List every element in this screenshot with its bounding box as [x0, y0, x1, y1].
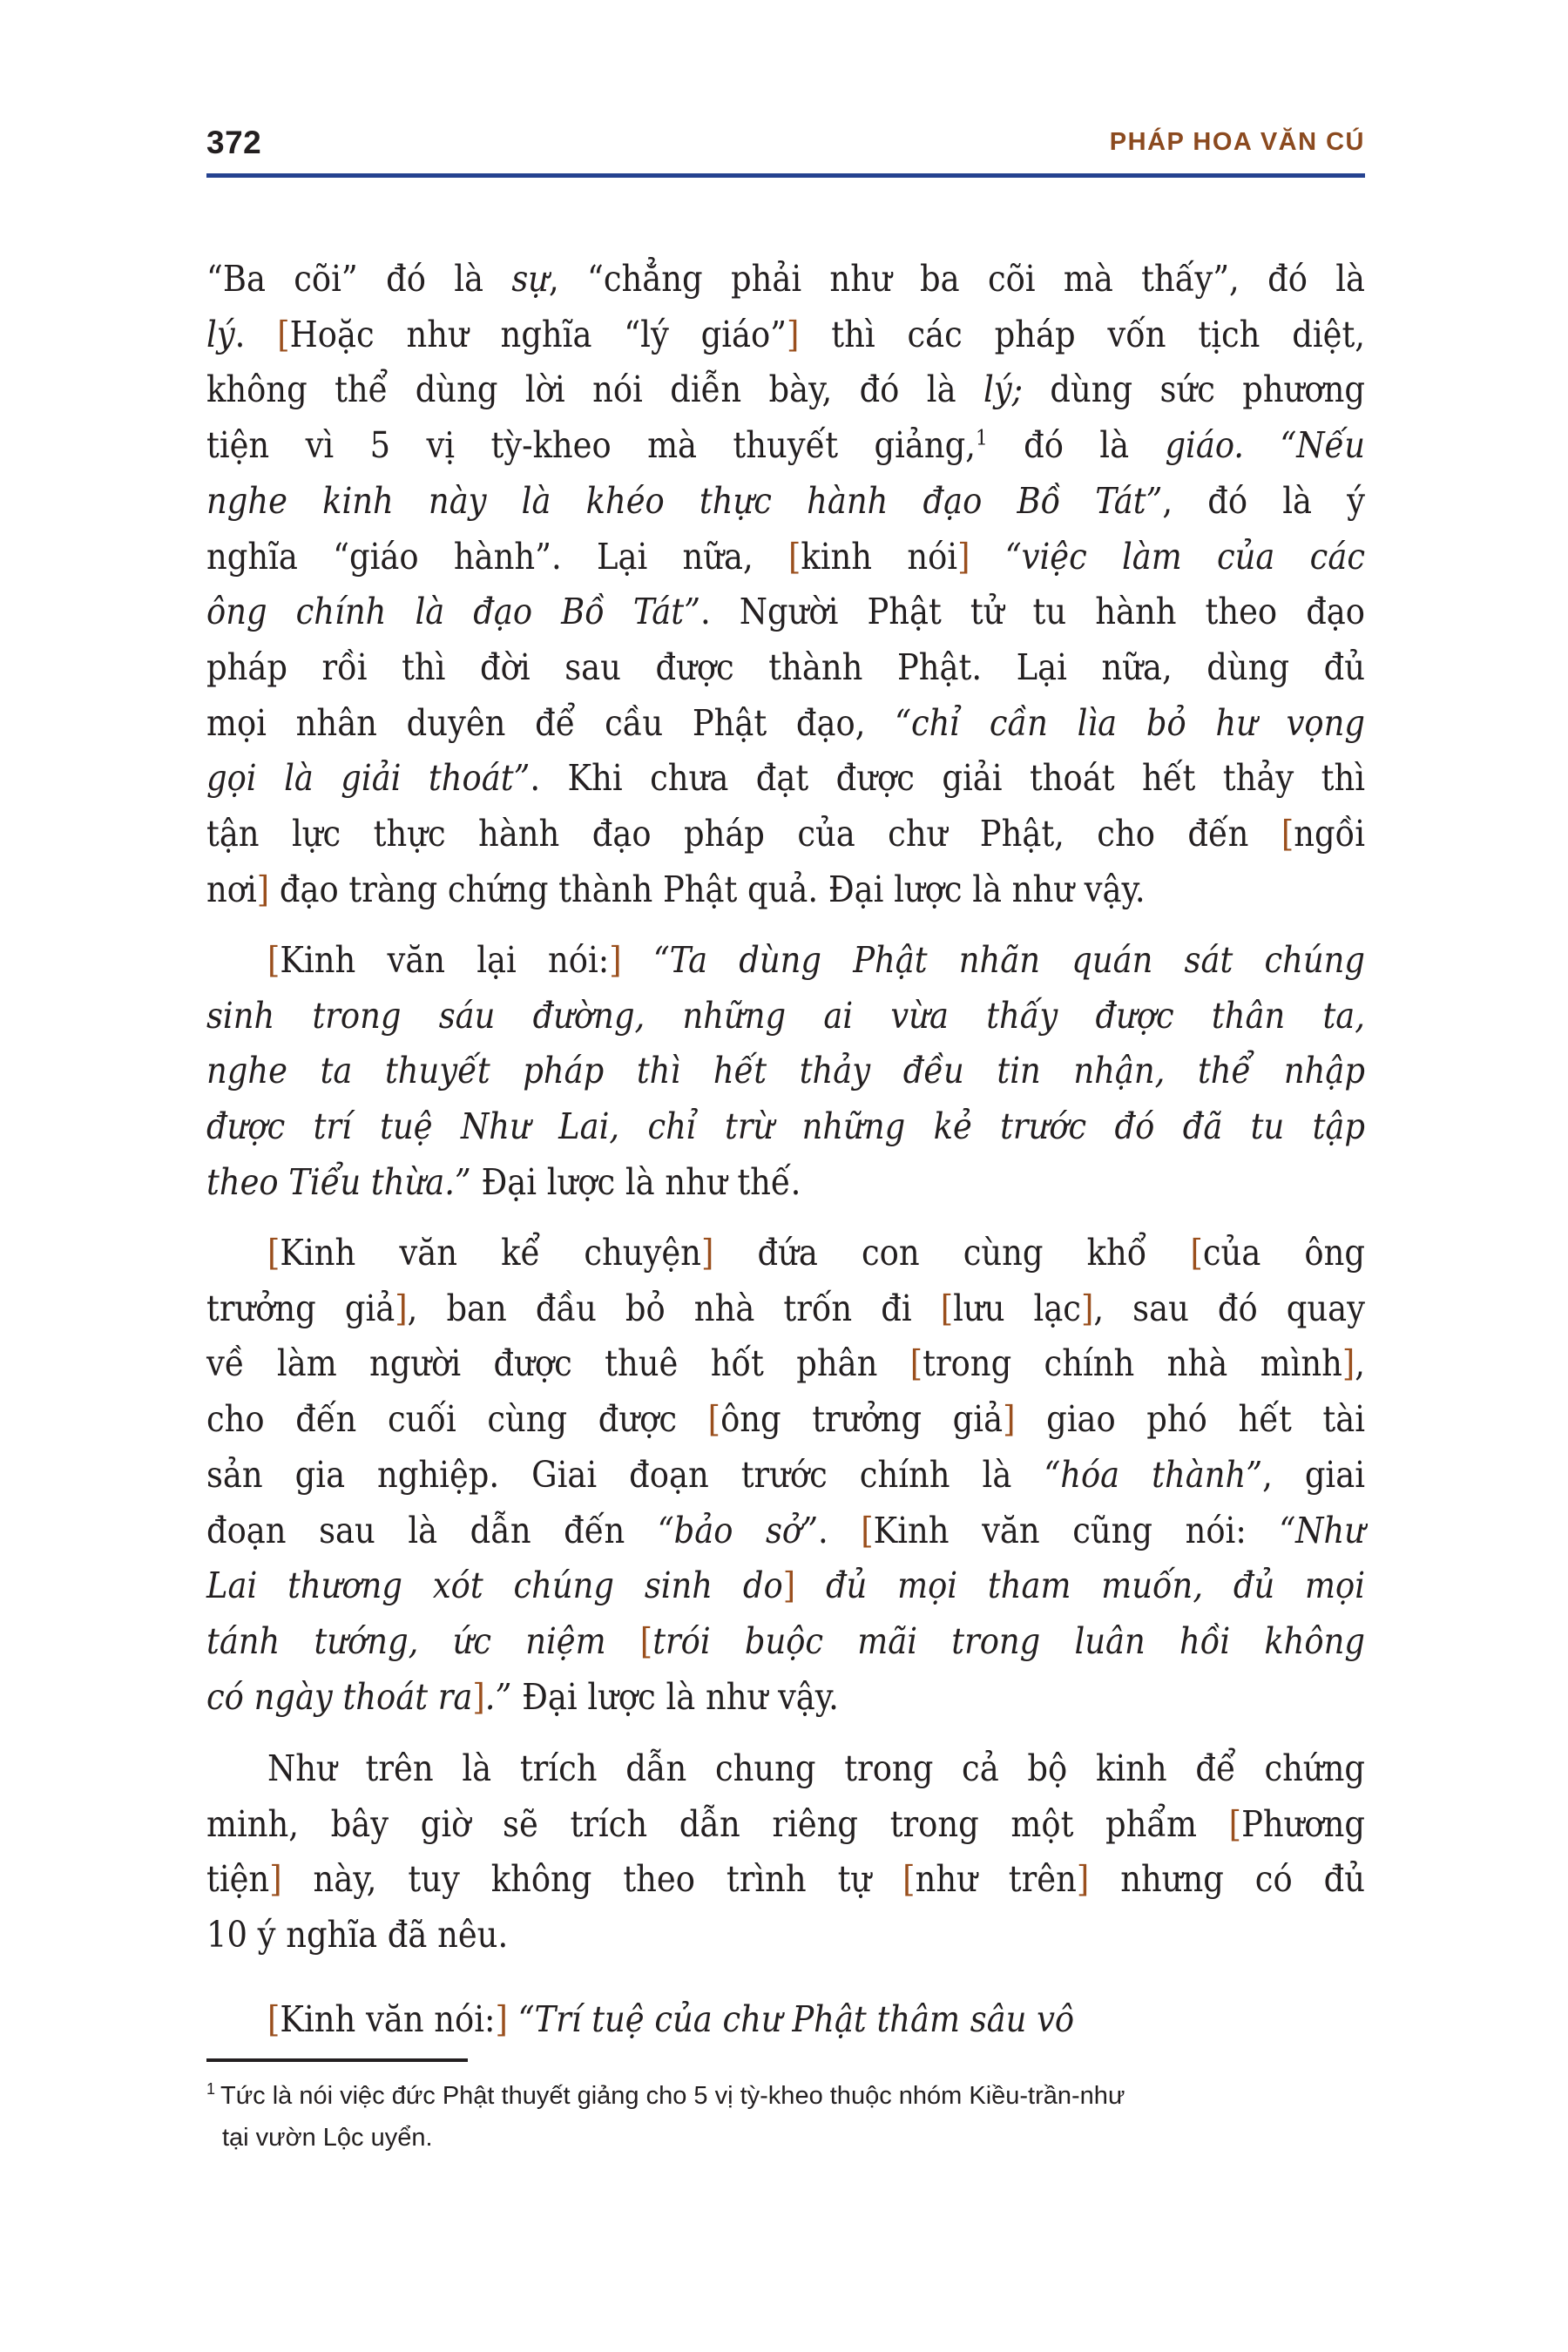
text-run: , “chẳng phải như ba cõi mà thấy”, đó là — [549, 258, 1365, 300]
text-run — [795, 1565, 826, 1606]
text-run: “Trí tuệ của chư Phật thâm sâu vô — [517, 1998, 1075, 2040]
text-run: kinh nói — [801, 535, 958, 578]
text-run: Đại lược là như vậy. — [511, 1675, 839, 1718]
text-run: giao phó hết tài — [1015, 1398, 1366, 1441]
footnote-marker: 1 — [206, 2080, 216, 2099]
text-run: . Khi chưa đạt được giải thoát hết thảy thì — [530, 757, 1365, 800]
text-run: tánh tướng, ức niệm — [206, 1619, 640, 1662]
text-line — [206, 421, 1365, 470]
editorial-bracket: ] — [957, 535, 970, 578]
text-run: sản gia nghiệp. Giai đoạn trước chính là — [206, 1453, 1044, 1496]
text-run: nhưng có đủ — [1089, 1858, 1365, 1901]
text-run: lý — [206, 313, 235, 355]
editorial-bracket: [ — [788, 535, 801, 578]
text-run: “việc làm của các — [1004, 535, 1365, 578]
text-run: , sau đó quay — [1093, 1287, 1365, 1329]
text-line — [267, 1228, 1365, 1277]
editorial-bracket: [ — [1190, 1232, 1203, 1274]
text-line — [206, 865, 1365, 914]
text-run: , đó là ý — [1162, 479, 1365, 522]
text-line — [206, 1800, 1365, 1848]
text-run: đứa con cùng khổ — [713, 1232, 1191, 1274]
text-run: lý; — [983, 368, 1024, 411]
text-run: tiện — [206, 1858, 270, 1901]
text-line — [267, 1995, 1365, 2044]
text-run: “Ba cõi” đó là — [206, 258, 512, 300]
editorial-bracket: ] — [1076, 1858, 1090, 1901]
text-run: đạo tràng chứng thành Phật quả. Đại lược là như vậy. — [269, 868, 1146, 910]
footnote-line-1 — [206, 2078, 1365, 2113]
text-run: như trên — [915, 1858, 1077, 1901]
text-run: minh, bây giờ sẽ trích dẫn riêng trong một phẩm — [206, 1802, 1229, 1845]
running-title: PHÁP HOA VĂN CÚ — [1109, 128, 1365, 156]
footnote-rule — [206, 2058, 468, 2062]
text-run: được trí tuệ Như Lai, chỉ trừ những kẻ trước đó đã tu tập — [206, 1105, 1365, 1148]
text-run: này, tuy không theo trình tự — [281, 1858, 903, 1901]
editorial-bracket: ] — [1080, 1287, 1094, 1329]
editorial-bracket: [ — [707, 1398, 721, 1441]
text-run: nghe ta thuyết pháp thì hết thảy đều tin nhận, thể nhập — [206, 1050, 1365, 1092]
text-run: sinh trong sáu đường, những ai vừa thấy được thân ta, — [206, 994, 1365, 1037]
footnote-text-2: tại vườn Lộc uyển. — [222, 2124, 433, 2152]
text-line — [206, 365, 1365, 414]
text-run: pháp rồi thì đời sau được thành Phật. Lại nữa, dùng đủ — [206, 645, 1365, 688]
text-run: tiện vì 5 vị tỳ-kheo mà thuyết giảng, — [206, 424, 976, 467]
editorial-bracket: ] — [782, 1565, 796, 1607]
text-line — [206, 1910, 1365, 1959]
text-run: Đại lược là như thế. — [470, 1160, 801, 1203]
editorial-bracket: [ — [277, 313, 290, 355]
text-run: giáo. “Nếu — [1165, 424, 1366, 467]
editorial-bracket: [ — [940, 1287, 954, 1329]
text-line — [206, 643, 1365, 692]
text-line — [206, 1395, 1365, 1443]
text-line — [206, 1284, 1365, 1333]
text-run: . — [817, 1509, 862, 1551]
text-run — [622, 939, 653, 981]
text-run: ông chính là đạo Bồ Tát” — [206, 591, 700, 633]
footnote-line-2 — [222, 2120, 1381, 2155]
text-run: nghĩa “giáo hành”. Lại nữa, — [206, 535, 788, 578]
editorial-bracket: [ — [909, 1342, 923, 1385]
text-run: Như trên là trích dẫn chung trong cả bộ kinh để chứng — [267, 1747, 1365, 1789]
editorial-bracket: [ — [1228, 1802, 1242, 1845]
text-run: 10 ý nghĩa đã nêu. — [206, 1914, 509, 1957]
editorial-bracket: [ — [861, 1509, 874, 1551]
text-run: mọi nhân duyên để cầu Phật đạo, — [206, 701, 896, 744]
text-line — [206, 310, 1365, 359]
text-line — [206, 1339, 1365, 1388]
text-run: theo Tiểu thừa.” — [206, 1160, 471, 1203]
editorial-bracket: [ — [1281, 813, 1294, 855]
text-run: , giai — [1262, 1453, 1365, 1496]
text-run: “Ta dùng Phật nhãn quán sát chúng — [652, 939, 1366, 981]
text-line — [206, 699, 1365, 747]
text-run: “bảo sở” — [657, 1509, 818, 1551]
editorial-bracket: [ — [639, 1619, 653, 1662]
editorial-bracket: [ — [902, 1858, 916, 1901]
text-run: ông trưởng giả — [720, 1398, 1004, 1441]
text-run: nơi — [206, 868, 257, 910]
text-line — [206, 1102, 1365, 1151]
text-run: có ngày thoát ra — [206, 1675, 473, 1718]
text-line — [206, 476, 1365, 525]
text-line — [206, 809, 1365, 858]
text-line — [206, 532, 1365, 581]
text-run: gọi là giải thoát” — [206, 757, 531, 800]
text-run: Kinh văn nói: — [280, 1998, 496, 2040]
text-run — [508, 1998, 518, 2040]
text-run: , — [1355, 1342, 1365, 1385]
text-run: Hoặc như nghĩa “lý giáo” — [289, 313, 787, 355]
text-run: “chỉ cần lìa bỏ hư vọng — [895, 701, 1365, 744]
text-line — [267, 1744, 1365, 1793]
text-run: Lai thương xót chúng sinh do — [206, 1565, 783, 1607]
text-run: , ban đầu bỏ nhà trốn đi — [407, 1287, 941, 1329]
text-run: trưởng giả — [206, 1287, 395, 1329]
editorial-bracket: ] — [256, 868, 270, 910]
text-run: trói buộc mãi trong luân hồi không — [652, 1619, 1365, 1662]
editorial-bracket: ] — [495, 1998, 508, 2040]
text-run: không thể dùng lời nói diễn bày, đó là — [206, 368, 983, 411]
text-run: .” — [484, 1675, 512, 1718]
text-line — [206, 1506, 1365, 1555]
editorial-bracket: ] — [269, 1858, 282, 1901]
text-run: Kinh văn kể chuyện — [280, 1232, 701, 1274]
text-run: đó là — [987, 424, 1166, 467]
editorial-bracket: [ — [267, 1232, 280, 1274]
text-line — [206, 1450, 1365, 1499]
text-line — [267, 936, 1365, 984]
editorial-bracket: ] — [700, 1232, 714, 1274]
editorial-bracket: ] — [395, 1287, 408, 1329]
text-run: “Như — [1279, 1509, 1365, 1551]
text-line — [206, 1617, 1365, 1666]
text-line — [206, 254, 1365, 303]
text-run: tận lực thực hành đạo pháp của chư Phật, cho đến — [206, 813, 1281, 855]
editorial-bracket: ] — [1003, 1398, 1016, 1441]
footnote-ref: 1 — [975, 425, 988, 450]
text-line — [206, 1046, 1365, 1095]
text-run: về làm người được thuê hốt phân — [206, 1342, 910, 1385]
text-run: đủ mọi tham muốn, đủ mọi — [825, 1565, 1366, 1607]
text-run: dùng sức phương — [1023, 368, 1365, 411]
text-run: Kinh văn lại nói: — [280, 939, 610, 981]
text-run: lưu lạc — [953, 1287, 1081, 1329]
text-run: cho đến cuối cùng được — [206, 1398, 708, 1441]
text-run: nghe kinh này là khéo thực hành đạo Bồ Tát” — [206, 479, 1163, 522]
text-run: “hóa thành” — [1044, 1453, 1263, 1496]
text-run: . — [234, 313, 278, 355]
text-run: . Người Phật tử tu hành theo đạo — [700, 591, 1365, 633]
footnote-text-1: Tức là nói việc đức Phật thuyết giảng cho 5 vị tỳ-kheo thuộc nhóm Kiều-trần-như — [220, 2082, 1125, 2110]
text-line — [206, 1158, 1365, 1206]
text-run: sự — [511, 258, 549, 300]
editorial-bracket: [ — [267, 1998, 280, 2040]
text-run: ngồi — [1294, 813, 1365, 855]
text-run: Phương — [1241, 1802, 1365, 1845]
text-line — [206, 1855, 1365, 1903]
text-run — [970, 536, 1005, 578]
text-run: Kinh văn cũng nói: — [873, 1509, 1280, 1551]
header-rule — [206, 173, 1365, 178]
editorial-bracket: ] — [472, 1675, 485, 1718]
text-run: đoạn sau là dẫn đến — [206, 1509, 658, 1551]
editorial-bracket: ] — [609, 939, 622, 981]
text-line — [206, 754, 1365, 802]
text-line — [206, 587, 1365, 636]
text-run: trong chính nhà mình — [923, 1342, 1342, 1385]
text-line — [206, 1561, 1365, 1610]
text-run: thì các pháp vốn tịch diệt, — [799, 313, 1365, 355]
editorial-bracket: [ — [267, 939, 280, 981]
page-number: 372 — [206, 125, 262, 160]
text-line — [206, 991, 1365, 1040]
editorial-bracket: ] — [787, 313, 800, 355]
text-run: của ông — [1202, 1232, 1366, 1274]
editorial-bracket: ] — [1342, 1342, 1355, 1385]
text-line — [206, 1673, 1365, 1721]
